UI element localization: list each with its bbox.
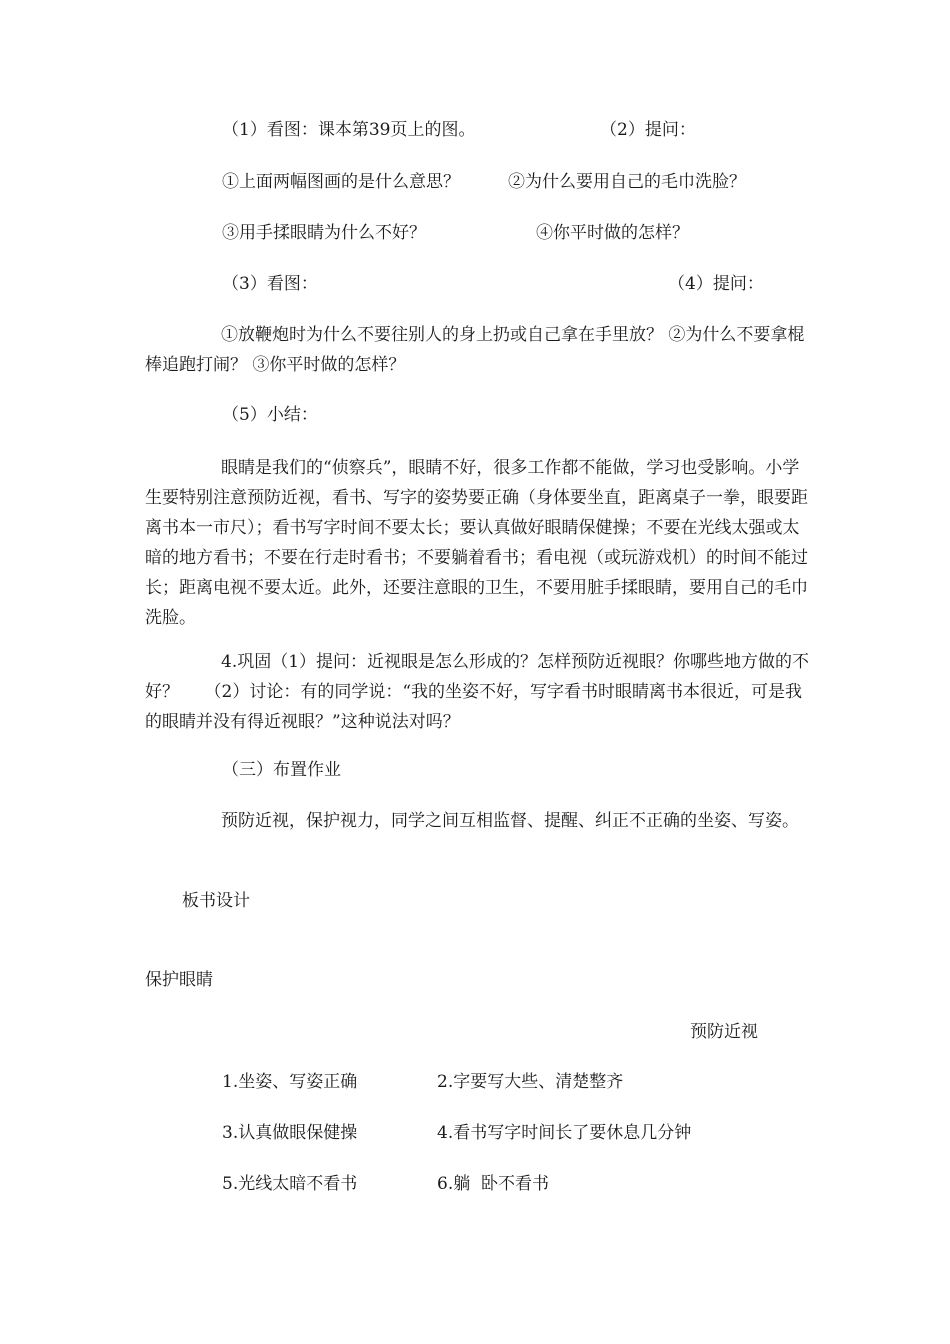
consolidate-paragraph: 4.巩固（1）提问：近视眼是怎么形成的？怎样预防近视眼？你哪些地方做的不好？ （2）讨论：有的同学说：“我的坐姿不好，写字看书时眼睛离书本很近，可是我的眼睛并没有得近视眼？”这种说法对吗？ <box>145 652 810 732</box>
item-1-look-picture: （1）看图：课本第39页上的图。 <box>222 120 476 140</box>
board-point-4: 4.看书写字时间长了要休息几分钟 <box>437 1123 692 1143</box>
board-point-1: 1.坐姿、写姿正确 <box>222 1072 358 1092</box>
board-point-3: 3.认真做眼保健操 <box>222 1123 358 1143</box>
question-1: ①上面两幅图画的是什么意思？ <box>222 172 460 192</box>
homework-heading: （三）布置作业 <box>222 760 341 780</box>
item-2-ask: （2）提问： <box>600 120 696 140</box>
homework-paragraph: 预防近视，保护视力，同学之间互相监督、提醒、纠正不正确的坐姿、写姿。 <box>221 811 799 831</box>
board-point-6: 6.躺 卧不看书 <box>437 1174 550 1194</box>
question-3: ③用手揉眼睛为什么不好？ <box>222 223 426 243</box>
item-3-look-picture: （3）看图： <box>222 274 318 294</box>
question-2: ②为什么要用自己的毛巾洗脸？ <box>508 172 746 192</box>
question-4: ④你平时做的怎样？ <box>536 223 689 243</box>
board-design-title: 板书设计 <box>182 891 250 911</box>
board-main-heading: 保护眼睛 <box>145 970 213 990</box>
questions-paragraph: ①放鞭炮时为什么不要往别人的身上扔或自己拿在手里放？ ②为什么不要拿棍棒追跑打闹？ ③你平时做的怎样？ <box>145 325 805 375</box>
summary-paragraph: 眼睛是我们的“侦察兵”，眼睛不好，很多工作都不能做，学习也受影响。小学生要特别注意预防近视，看书、写字的姿势要正确（身体要坐直，距离桌子一拳，眼要距离书本一市尺）；看书写字时间不要太长；要认真做好眼睛保健操；不要在光线太强或太暗的地方看书；不要在行走时看书；不要躺着看书；看电视（或玩游戏机）的时间不能过长；距离电视不要太近。此外，还要注意眼的卫生，不要用脏手揉眼睛，要用自己的毛巾洗脸。 <box>145 458 808 628</box>
board-sub-heading: 预防近视 <box>690 1022 758 1042</box>
board-point-2: 2.字要写大些、清楚整齐 <box>437 1072 624 1092</box>
item-4-ask: （4）提问： <box>668 274 764 294</box>
item-5-summary-label: （5）小结： <box>222 405 318 425</box>
board-point-5: 5.光线太暗不看书 <box>222 1174 358 1194</box>
